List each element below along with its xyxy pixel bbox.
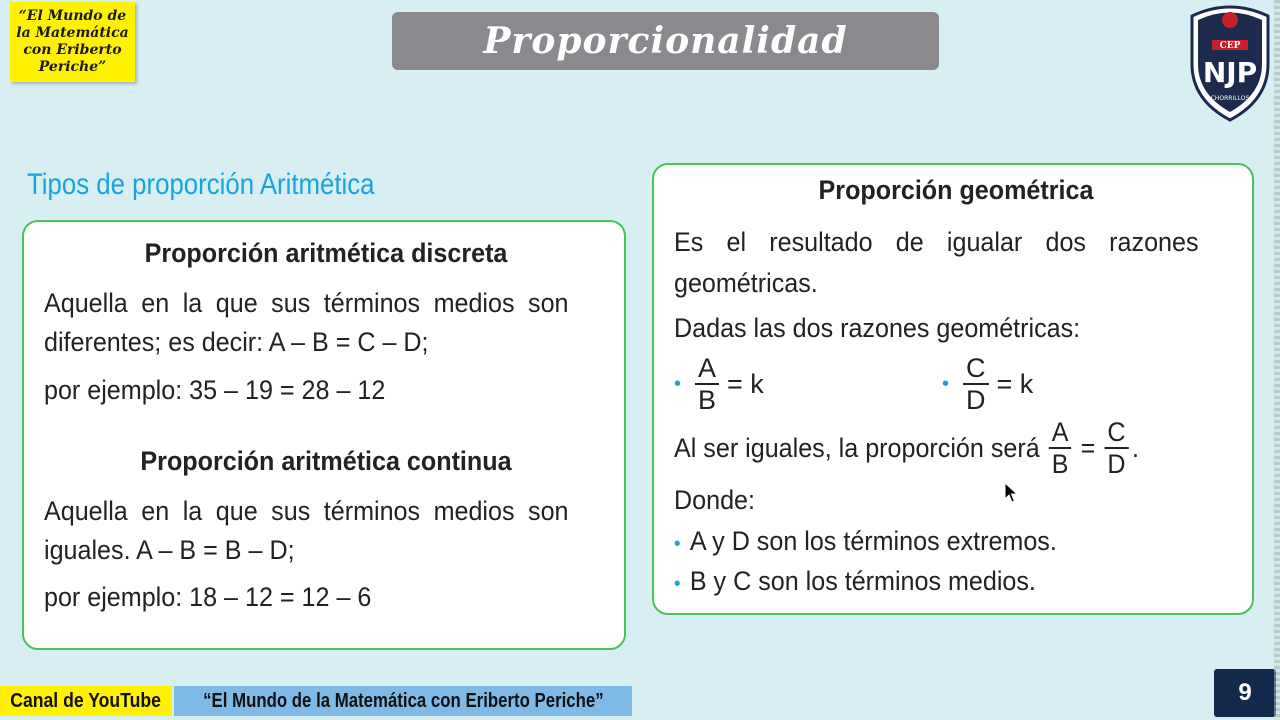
equality-text: Al ser iguales, la proporción será — [674, 432, 1040, 463]
footer-label-text: Canal de YouTube — [10, 689, 162, 712]
arithmetic-proportion-card — [22, 220, 626, 650]
bullet-icon: • — [674, 372, 682, 395]
fraction-c-d — [963, 353, 989, 415]
page-number-badge — [1214, 669, 1276, 717]
bullet-icon: • — [942, 372, 950, 395]
fraction-denominator: D — [1107, 449, 1126, 479]
bullet-icon: • — [674, 533, 681, 555]
mouse-cursor-icon — [1004, 482, 1018, 504]
note-line: con Eriberto — [23, 42, 122, 58]
discreta-line2: diferentes; es decir: A – B = C – D; — [44, 327, 429, 357]
youtube-channel-name — [174, 686, 632, 716]
geometric-def-line2: geométricas. — [674, 268, 818, 298]
geometric-proportion-card — [652, 163, 1254, 615]
continua-heading: Proporción aritmética continua — [140, 446, 512, 476]
logo-main-text: NJP — [1202, 56, 1258, 89]
window-edge — [1274, 0, 1280, 720]
donde-label: Donde: — [674, 485, 755, 515]
fraction-denominator: B — [698, 385, 717, 415]
section-heading: Tipos de proporción Aritmética — [27, 168, 375, 201]
fraction-c-d — [1105, 417, 1129, 479]
ratio-item-2 — [942, 353, 1033, 415]
footer-channel-text: “El Mundo de la Matemática con Eriberto Periche” — [202, 689, 604, 712]
channel-sticky-note — [10, 2, 135, 82]
note-line: Periche” — [38, 59, 107, 75]
bullet-icon: • — [674, 573, 681, 595]
note-line: “El Mundo de — [18, 8, 127, 24]
slide-title: Proporcionalidad — [483, 20, 848, 62]
fraction-numerator: A — [695, 353, 719, 385]
equals-sign: = — [1080, 432, 1096, 463]
discreta-heading: Proporción aritmética discreta — [144, 238, 508, 268]
fraction-numerator: C — [963, 353, 989, 385]
logo-bottom-text: CHORRILLOS — [1210, 95, 1250, 102]
continua-line1: Aquella en la que sus términos medios son — [44, 496, 569, 526]
ratio-item-1 — [674, 353, 764, 415]
discreta-line1: Aquella en la que sus términos medios son — [44, 288, 569, 318]
ratios-row — [674, 353, 1234, 423]
ratio-rhs: = k — [727, 368, 764, 399]
geometric-def-line1: Es el resultado de igualar dos razones — [674, 227, 1199, 257]
equality-end: . — [1132, 432, 1140, 463]
fraction-numerator: C — [1105, 417, 1129, 449]
ratio-rhs: = k — [996, 368, 1034, 399]
note-line: la Matemática — [16, 25, 129, 41]
continua-example: por ejemplo: 18 – 12 = 12 – 6 — [44, 582, 372, 612]
emblem-icon — [1222, 12, 1238, 28]
page-number: 9 — [1238, 679, 1252, 706]
youtube-channel-label — [0, 686, 172, 716]
discreta-example: por ejemplo: 35 – 19 = 28 – 12 — [44, 375, 386, 405]
fraction-denominator: B — [1051, 449, 1069, 479]
medios-text: B y C son los términos medios. — [689, 566, 1036, 596]
fraction-a-b — [695, 353, 719, 415]
list-item — [674, 522, 1199, 563]
slide-title-bar — [392, 12, 939, 70]
extremos-text: A y D son los términos extremos. — [689, 526, 1057, 556]
geometric-given: Dadas las dos razones geométricas: — [674, 313, 1081, 343]
list-item — [674, 562, 1199, 603]
school-shield-logo — [1186, 2, 1274, 122]
fraction-a-b — [1049, 417, 1071, 479]
fraction-numerator: A — [1049, 417, 1071, 449]
logo-top-text: CEP — [1219, 41, 1241, 51]
fraction-denominator: D — [966, 385, 986, 415]
continua-line2: iguales. A – B = B – D; — [44, 535, 295, 565]
equality-line — [674, 417, 1139, 479]
geometric-heading: Proporción geométrica — [818, 175, 1094, 205]
